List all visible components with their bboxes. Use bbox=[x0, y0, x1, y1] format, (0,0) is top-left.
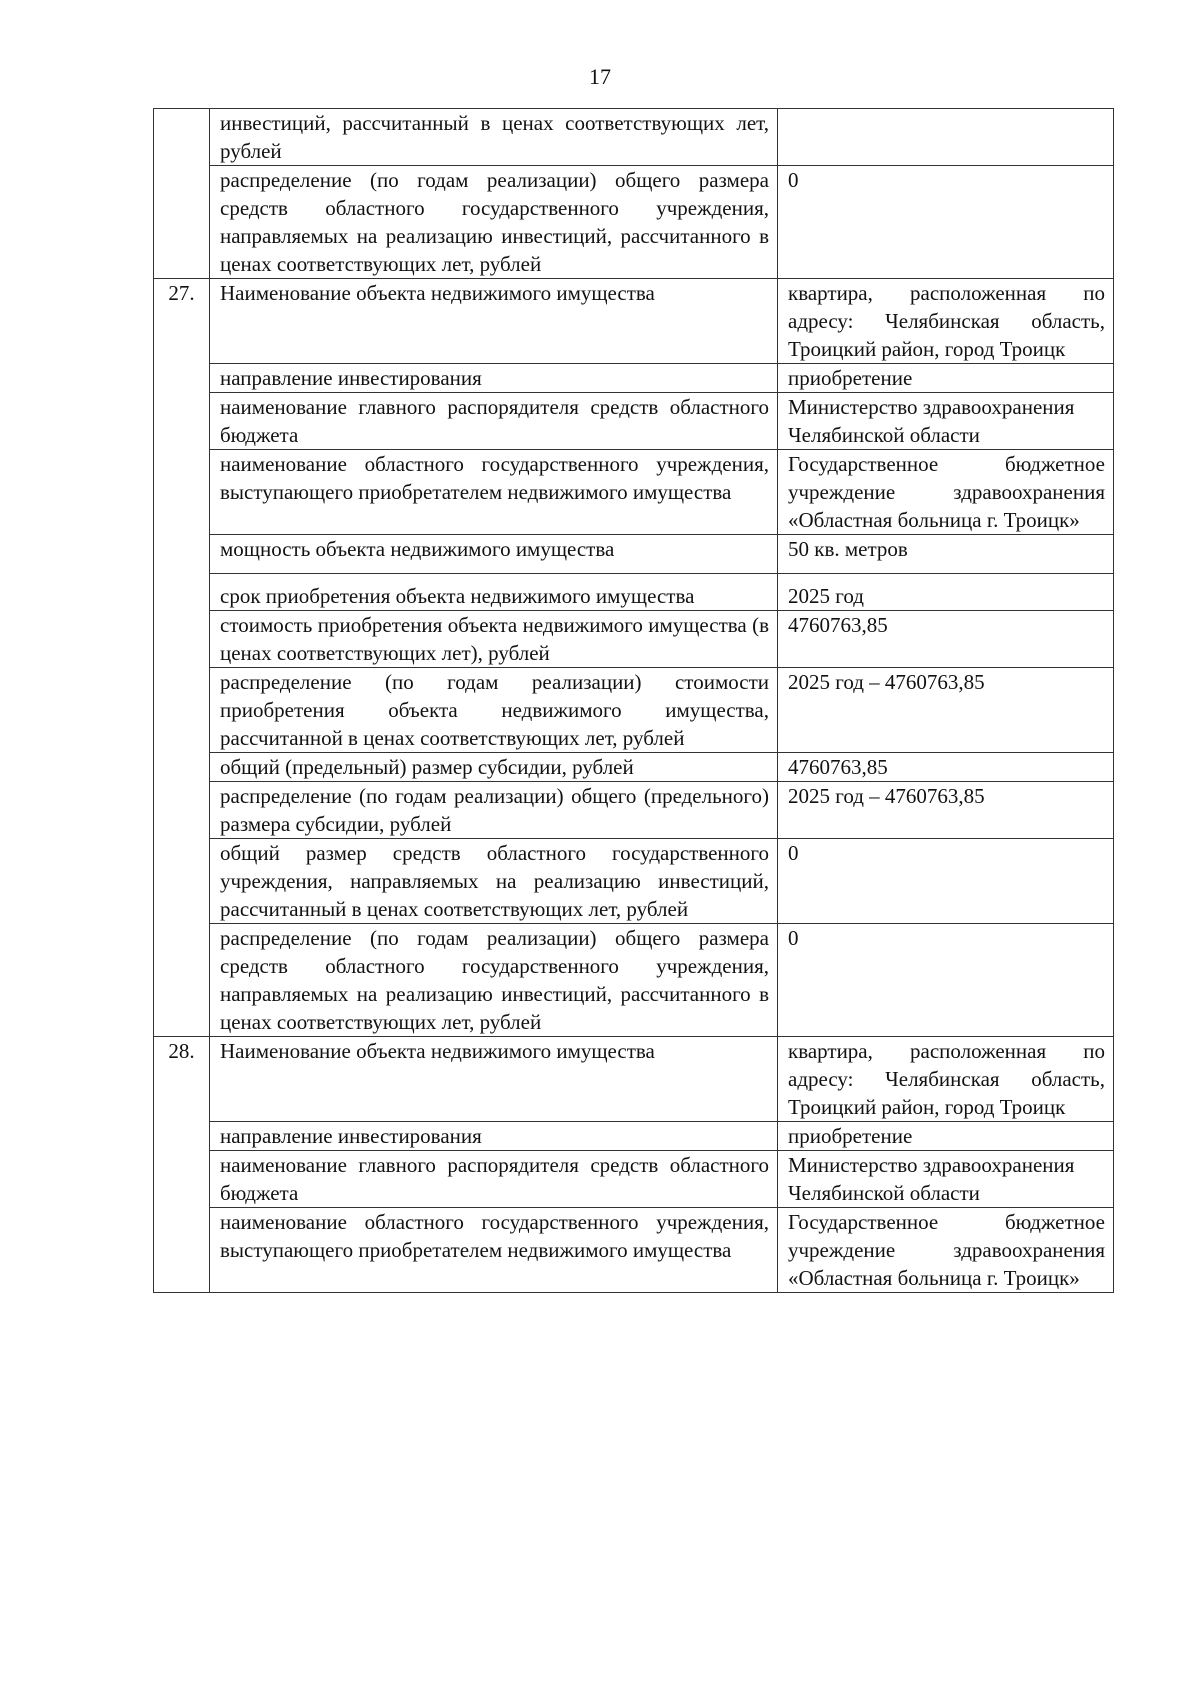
table-row bbox=[154, 166, 1114, 279]
row-label: общий размер средств областного государственного учреждения, направляемых на реализацию инвестиций, рассчитанный в ценах соответствующих лет, рублей bbox=[210, 839, 778, 924]
row-number bbox=[154, 924, 210, 1037]
row-label: общий (предельный) размер субсидии, рублей bbox=[210, 753, 778, 782]
row-value: 4760763,85 bbox=[778, 611, 1114, 668]
row-label: стоимость приобретения объекта недвижимого имущества (в ценах соответствующих лет), рублей bbox=[210, 611, 778, 668]
row-number bbox=[154, 574, 210, 611]
row-number bbox=[154, 668, 210, 753]
row-value: приобретение bbox=[778, 1122, 1114, 1151]
row-number bbox=[154, 450, 210, 535]
table-row bbox=[154, 1151, 1114, 1208]
row-value: 2025 год – 4760763,85 bbox=[778, 782, 1114, 839]
row-label: срок приобретения объекта недвижимого имущества bbox=[210, 574, 778, 611]
row-value: Государственное бюджетное учреждение здравоохранения «Областная больница г. Троицк» bbox=[778, 450, 1114, 535]
row-value: приобретение bbox=[778, 364, 1114, 393]
table-row bbox=[154, 668, 1114, 753]
row-label: направление инвестирования bbox=[210, 364, 778, 393]
row-value: Министерство здравоохранения Челябинской области bbox=[778, 393, 1114, 450]
row-number bbox=[154, 393, 210, 450]
row-label: наименование областного государственного учреждения, выступающего приобретателем недвижимого имущества bbox=[210, 450, 778, 535]
table-row bbox=[154, 535, 1114, 574]
row-value: квартира, расположенная по адресу: Челябинская область, Троицкий район, город Троицк bbox=[778, 1037, 1114, 1122]
row-label: распределение (по годам реализации) общего размера средств областного государственного учреждения, направляемых на реализацию инвестиций, рассчитанного в ценах соответствующих лет, рублей bbox=[210, 924, 778, 1037]
table-row bbox=[154, 782, 1114, 839]
row-number bbox=[154, 1122, 210, 1151]
row-number bbox=[154, 166, 210, 279]
row-number bbox=[154, 1151, 210, 1208]
row-label: наименование главного распорядителя средств областного бюджета bbox=[210, 1151, 778, 1208]
row-label: распределение (по годам реализации) стоимости приобретения объекта недвижимого имущества, рассчитанной в ценах соответствующих лет, рублей bbox=[210, 668, 778, 753]
row-number: 28. bbox=[154, 1037, 210, 1122]
table-row bbox=[154, 753, 1114, 782]
row-value: квартира, расположенная по адресу: Челябинская область, Троицкий район, город Троицк bbox=[778, 279, 1114, 364]
row-number bbox=[154, 1208, 210, 1293]
investment-table bbox=[153, 108, 1114, 1293]
row-number: 27. bbox=[154, 279, 210, 364]
row-number bbox=[154, 535, 210, 574]
table-row bbox=[154, 574, 1114, 611]
row-value: Министерство здравоохранения Челябинской области bbox=[778, 1151, 1114, 1208]
row-number bbox=[154, 782, 210, 839]
row-label: распределение (по годам реализации) общего размера средств областного государственного учреждения, направляемых на реализацию инвестиций, рассчитанного в ценах соответствующих лет, рублей bbox=[210, 166, 778, 279]
row-value: 0 bbox=[778, 839, 1114, 924]
page-number: 17 bbox=[589, 64, 611, 89]
row-number bbox=[154, 753, 210, 782]
row-label: наименование областного государственного учреждения, выступающего приобретателем недвижимого имущества bbox=[210, 1208, 778, 1293]
row-number bbox=[154, 109, 210, 166]
row-value: 0 bbox=[778, 924, 1114, 1037]
row-label: направление инвестирования bbox=[210, 1122, 778, 1151]
table-row bbox=[154, 364, 1114, 393]
row-value: 4760763,85 bbox=[778, 753, 1114, 782]
row-value: 50 кв. метров bbox=[778, 535, 1114, 574]
row-value: 2025 год bbox=[778, 574, 1114, 611]
row-value: 0 bbox=[778, 166, 1114, 279]
table-row bbox=[154, 611, 1114, 668]
table-row bbox=[154, 393, 1114, 450]
table-row bbox=[154, 924, 1114, 1037]
row-value: 2025 год – 4760763,85 bbox=[778, 668, 1114, 753]
table-row bbox=[154, 1037, 1114, 1122]
row-label: распределение (по годам реализации) общего (предельного) размера субсидии, рублей bbox=[210, 782, 778, 839]
row-label: мощность объекта недвижимого имущества bbox=[210, 535, 778, 574]
table-row bbox=[154, 450, 1114, 535]
table-row bbox=[154, 1208, 1114, 1293]
row-value: Государственное бюджетное учреждение здравоохранения «Областная больница г. Троицк» bbox=[778, 1208, 1114, 1293]
row-value bbox=[778, 109, 1114, 166]
row-label: инвестиций, рассчитанный в ценах соответствующих лет, рублей bbox=[210, 109, 778, 166]
table-row bbox=[154, 839, 1114, 924]
table-row bbox=[154, 1122, 1114, 1151]
row-number bbox=[154, 611, 210, 668]
row-label: Наименование объекта недвижимого имущества bbox=[210, 279, 778, 364]
row-label: наименование главного распорядителя средств областного бюджета bbox=[210, 393, 778, 450]
table-row bbox=[154, 279, 1114, 364]
row-number bbox=[154, 364, 210, 393]
table-row bbox=[154, 109, 1114, 166]
row-number bbox=[154, 839, 210, 924]
row-label: Наименование объекта недвижимого имущества bbox=[210, 1037, 778, 1122]
